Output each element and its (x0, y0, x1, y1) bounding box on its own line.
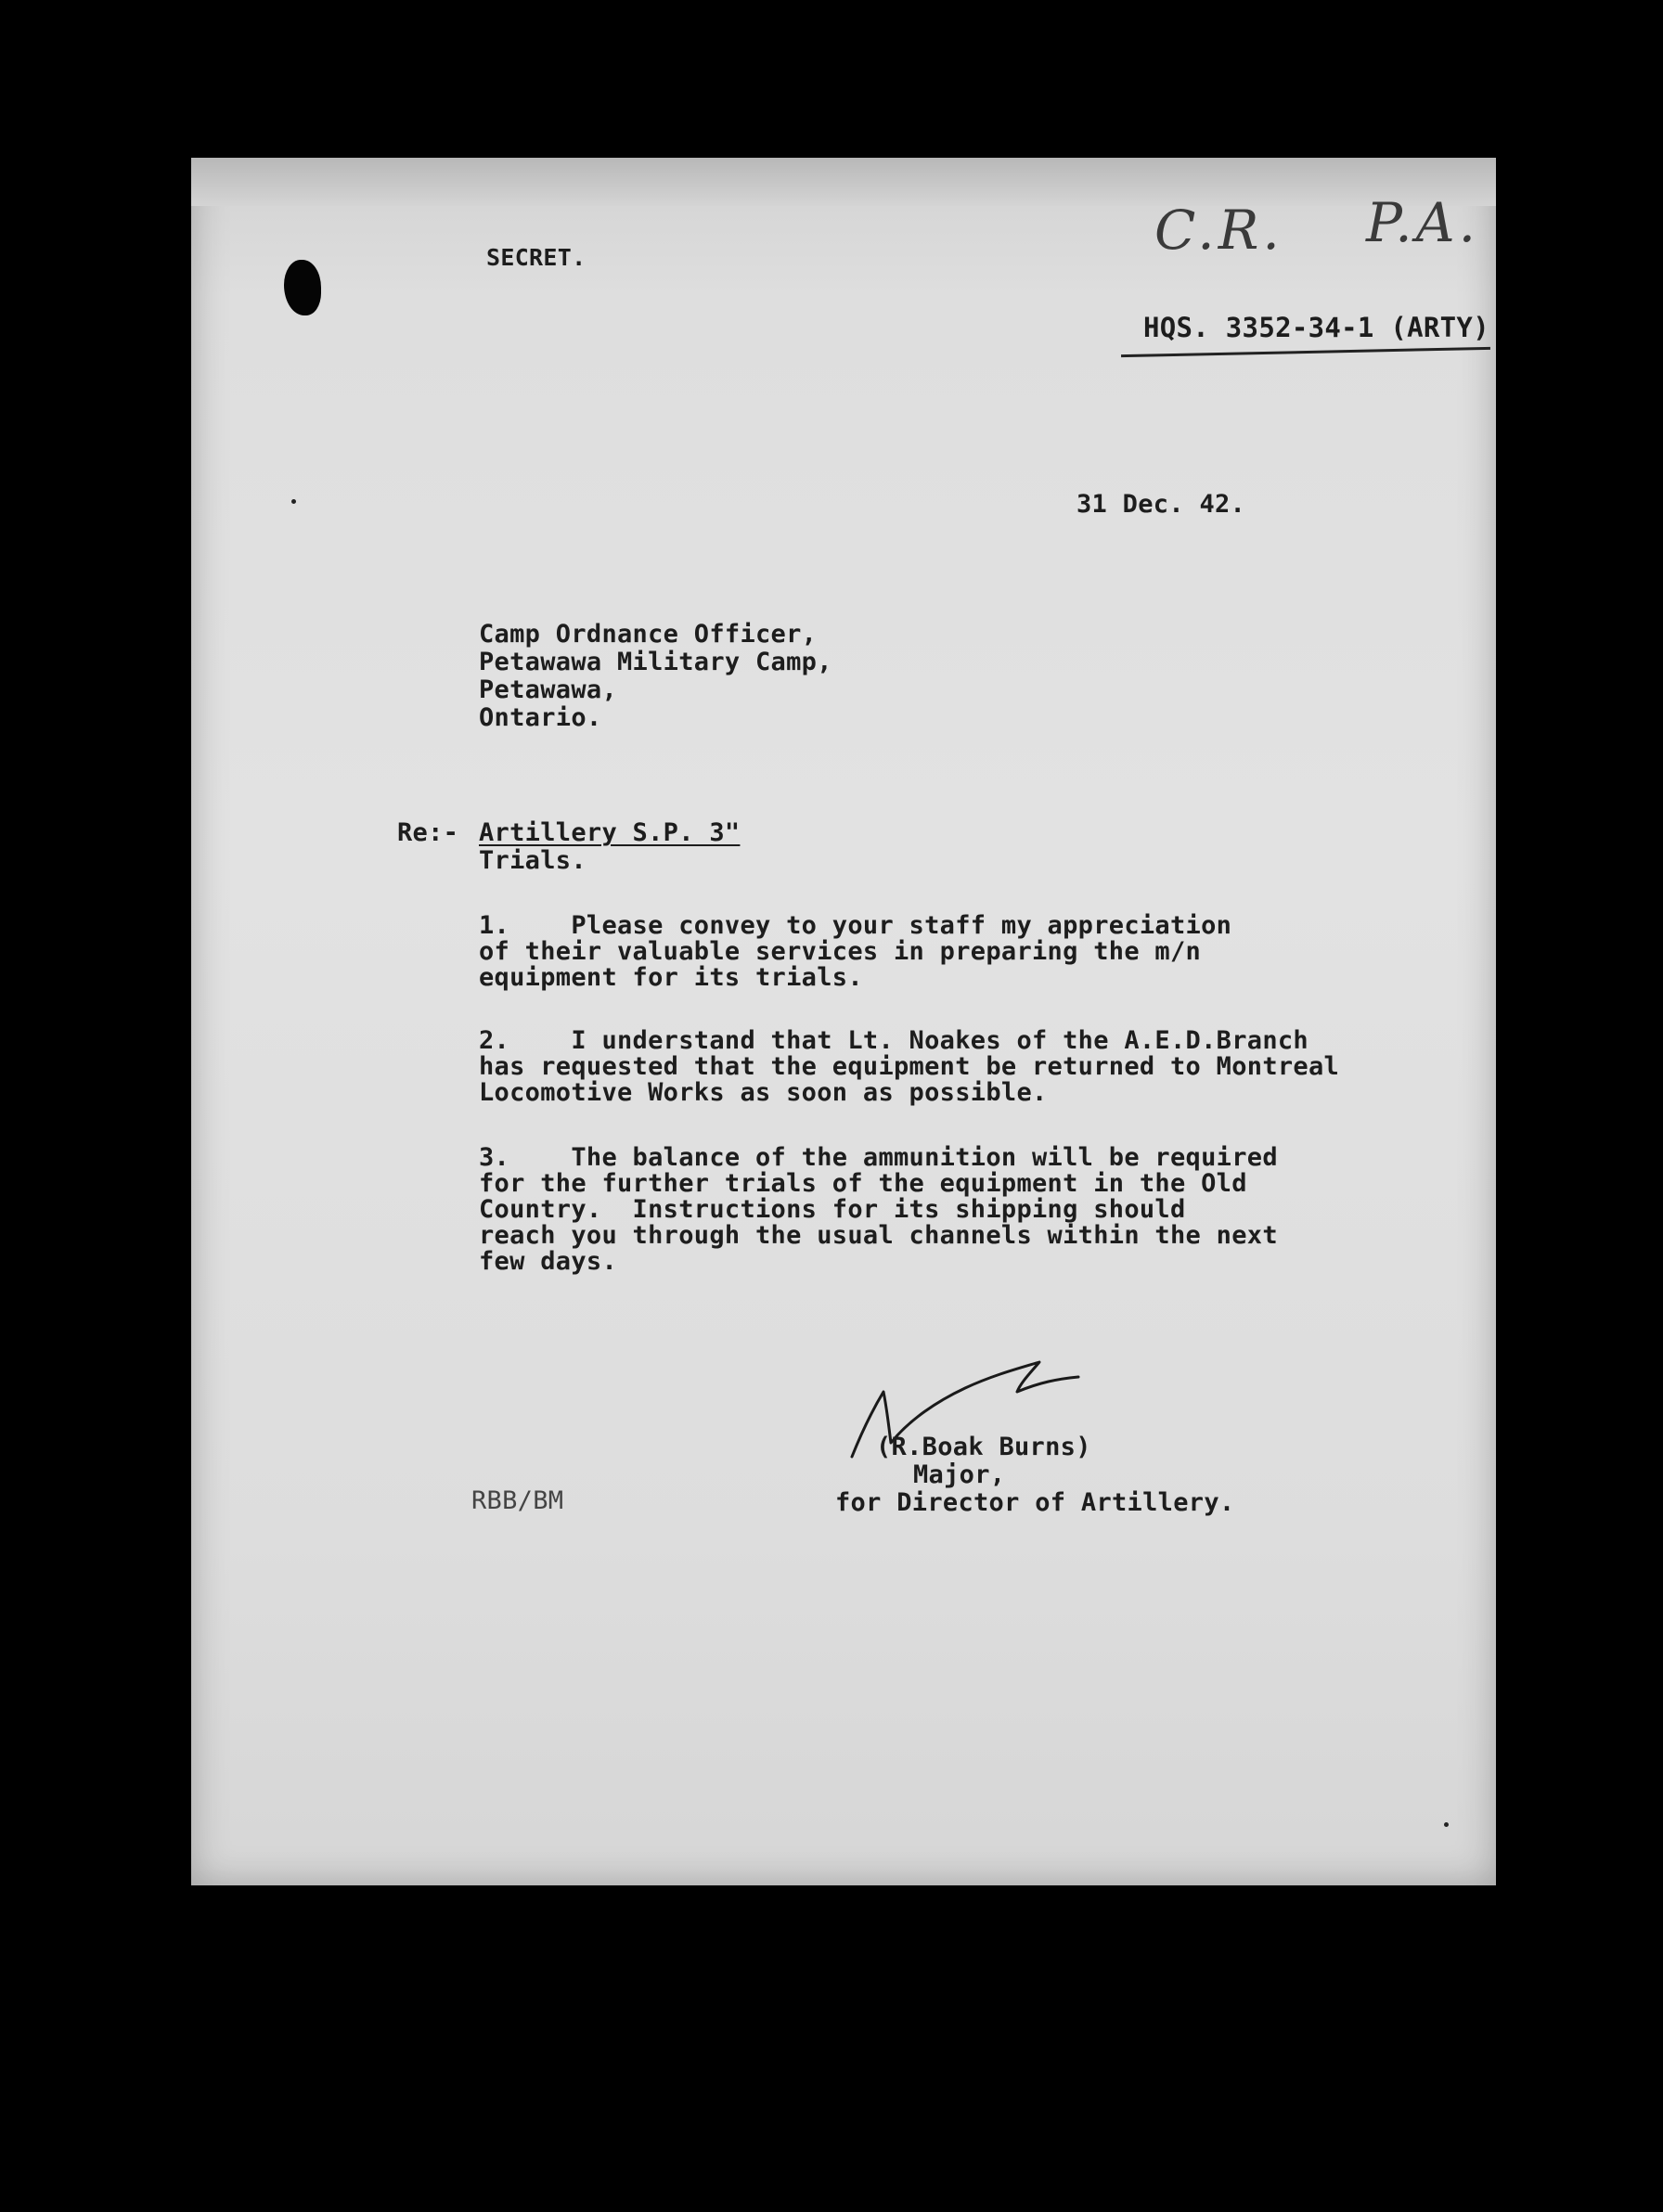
paragraph-line: 2. I understand that Lt. Noakes of the A.E.D.Branch (479, 1026, 1308, 1055)
paragraph-line: 1. Please convey to your staff my appreciation (479, 911, 1232, 940)
addressee-line: Petawawa, (479, 675, 617, 704)
letter-date: 31 Dec. 42. (1076, 490, 1246, 519)
addressee-line: Petawawa Military Camp, (479, 648, 832, 676)
addressee-line: Camp Ordnance Officer, (479, 620, 818, 649)
signatory-title: for Director of Artillery. (835, 1488, 1235, 1517)
paragraph-line: few days. (479, 1247, 617, 1276)
paragraph-line: has requested that the equipment be returned to Montreal (479, 1052, 1340, 1081)
handwritten-mark-left: C.R. (1154, 199, 1283, 262)
paragraph-line: Country. Instructions for its shipping should (479, 1195, 1186, 1224)
paragraph-line: equipment for its trials. (479, 963, 863, 992)
signatory-rank: Major, (913, 1460, 1006, 1489)
paragraph-line: Locomotive Works as soon as possible. (479, 1078, 1048, 1107)
classification-label: SECRET. (486, 244, 587, 271)
signatory-name: (R.Boak Burns) (876, 1433, 1091, 1461)
paragraph-line: for the further trials of the equipment in the Old (479, 1169, 1247, 1198)
paragraph-line: of their valuable services in preparing the m/n (479, 937, 1202, 966)
subject-line: Trials. (479, 846, 587, 875)
addressee-line: Ontario. (479, 703, 602, 732)
typist-initials: RBB/BM (471, 1486, 564, 1515)
document-page (191, 158, 1496, 1885)
handwritten-mark-right: P.A. (1366, 191, 1480, 254)
paragraph-line: 3. The balance of the ammunition will be required (479, 1143, 1278, 1172)
paper-speck (291, 499, 296, 504)
file-reference: HQS. 3352-34-1 (ARTY) (1143, 312, 1489, 343)
subject-line: Artillery S.P. 3" (479, 818, 741, 847)
subject-prefix: Re:- (397, 818, 459, 847)
paragraph-line: reach you through the usual channels within the next (479, 1221, 1278, 1250)
page-top-shadow (191, 158, 1496, 206)
ink-blot (284, 260, 321, 315)
paper-speck (1444, 1822, 1449, 1827)
